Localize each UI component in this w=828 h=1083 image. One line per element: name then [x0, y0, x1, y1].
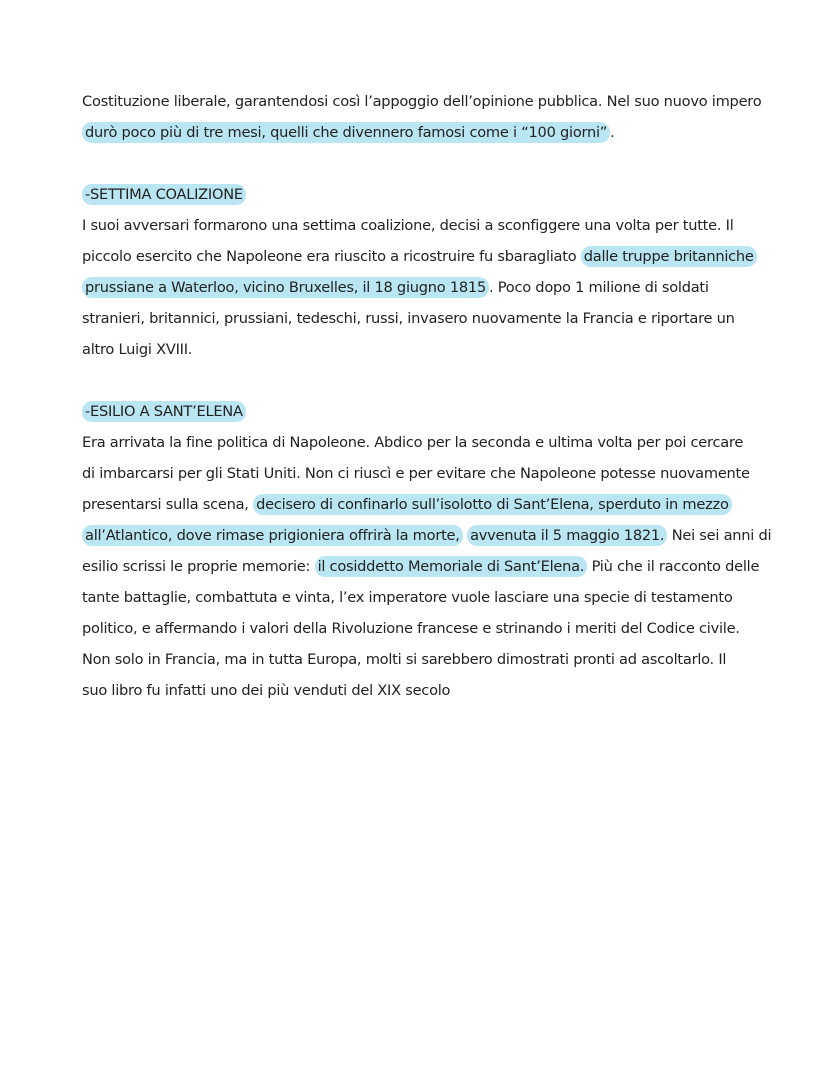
- paragraph-line: [82, 675, 762, 706]
- text-fragment: Non solo in Francia, ma in tutta Europa, molti si sarebbero dimostrati pronti ad ascoltarlo. Il: [82, 651, 727, 668]
- paragraph-line: [82, 117, 762, 148]
- text-fragment: Nei sei anni di: [667, 527, 772, 544]
- paragraph-line: [82, 210, 762, 241]
- spacer: [82, 365, 762, 396]
- text-fragment: . Poco dopo 1 milione di soldati: [488, 279, 709, 296]
- paragraph-line: [82, 582, 762, 613]
- text-fragment: Era arrivata la fine politica di Napoleone. Abdico per la seconda e ultima volta per poi cercare: [82, 434, 744, 451]
- paragraph-line: [82, 520, 772, 551]
- text-fragment: tante battaglie, combattuta e vinta, l’ex imperatore vuole lasciare una specie di testamento: [82, 589, 733, 606]
- text-fragment: di imbarcarsi per gli Stati Uniti. Non ci riuscì e per evitare che Napoleone potesse nuovamente: [82, 465, 750, 482]
- text-fragment: esilio scrissi le proprie memorie:: [82, 558, 315, 575]
- highlight-text: durò poco più di tre mesi, quelli che divennero famosi come i “100 giorni”: [82, 122, 610, 143]
- paragraph-line: [82, 551, 762, 582]
- text-fragment: stranieri, britannici, prussiani, tedeschi, russi, invasero nuovamente la Francia e riportare un: [82, 310, 735, 327]
- paragraph-line: [82, 613, 762, 644]
- paragraph-line: [82, 86, 762, 117]
- highlight-text: il cosiddetto Memoriale di Sant’Elena.: [315, 556, 588, 577]
- text-fragment: politico, e affermando i valori della Rivoluzione francese e strinando i meriti del Codice civile.: [82, 620, 740, 637]
- highlight-text: all’Atlantico, dove rimase prigioniera offrirà la morte,: [82, 525, 463, 546]
- spacer: [82, 148, 762, 179]
- paragraph-line: [82, 303, 762, 334]
- paragraph-line: [82, 489, 762, 520]
- text-fragment: presentarsi sulla scena,: [82, 496, 254, 513]
- text-fragment: suo libro fu infatti uno dei più venduti del XIX secolo: [82, 682, 451, 699]
- highlight-text: prussiane a Waterloo, vicino Bruxelles, il 18 giugno 1815: [82, 277, 489, 298]
- section-heading-coalition: [82, 179, 762, 210]
- text-fragment: piccolo esercito che Napoleone era riuscito a ricostruire fu sbaragliato: [82, 248, 581, 265]
- text-fragment: I suoi avversari formarono una settima coalizione, decisi a sconfiggere una volta per tutte. Il: [82, 217, 734, 234]
- highlight-text: dalle truppe britanniche: [581, 246, 757, 267]
- highlight-text: decisero di confinarlo sull’isolotto di Sant’Elena, sperduto in mezzo: [253, 494, 732, 515]
- paragraph-line: [82, 334, 762, 365]
- heading-highlight: -SETTIMA COALIZIONE: [82, 184, 246, 205]
- paragraph-line: [82, 644, 762, 675]
- paragraph-line: [82, 241, 762, 272]
- highlight-text: avvenuta il 5 maggio 1821.: [467, 525, 667, 546]
- section-heading-exile: [82, 396, 762, 427]
- paragraph-line: [82, 272, 762, 303]
- text-fragment: .: [610, 124, 615, 141]
- intro-line-1: Costituzione liberale, garantendosi così l’appoggio dell’opinione pubblica. Nel suo nuovo impero: [82, 93, 762, 110]
- text-fragment: Più che il racconto delle: [587, 558, 760, 575]
- paragraph-line: [82, 427, 762, 458]
- text-fragment: altro Luigi XVIII.: [82, 341, 193, 358]
- heading-highlight: -ESILIO A SANT’ELENA: [82, 401, 246, 422]
- document-page: [82, 86, 772, 706]
- paragraph-line: [82, 458, 762, 489]
